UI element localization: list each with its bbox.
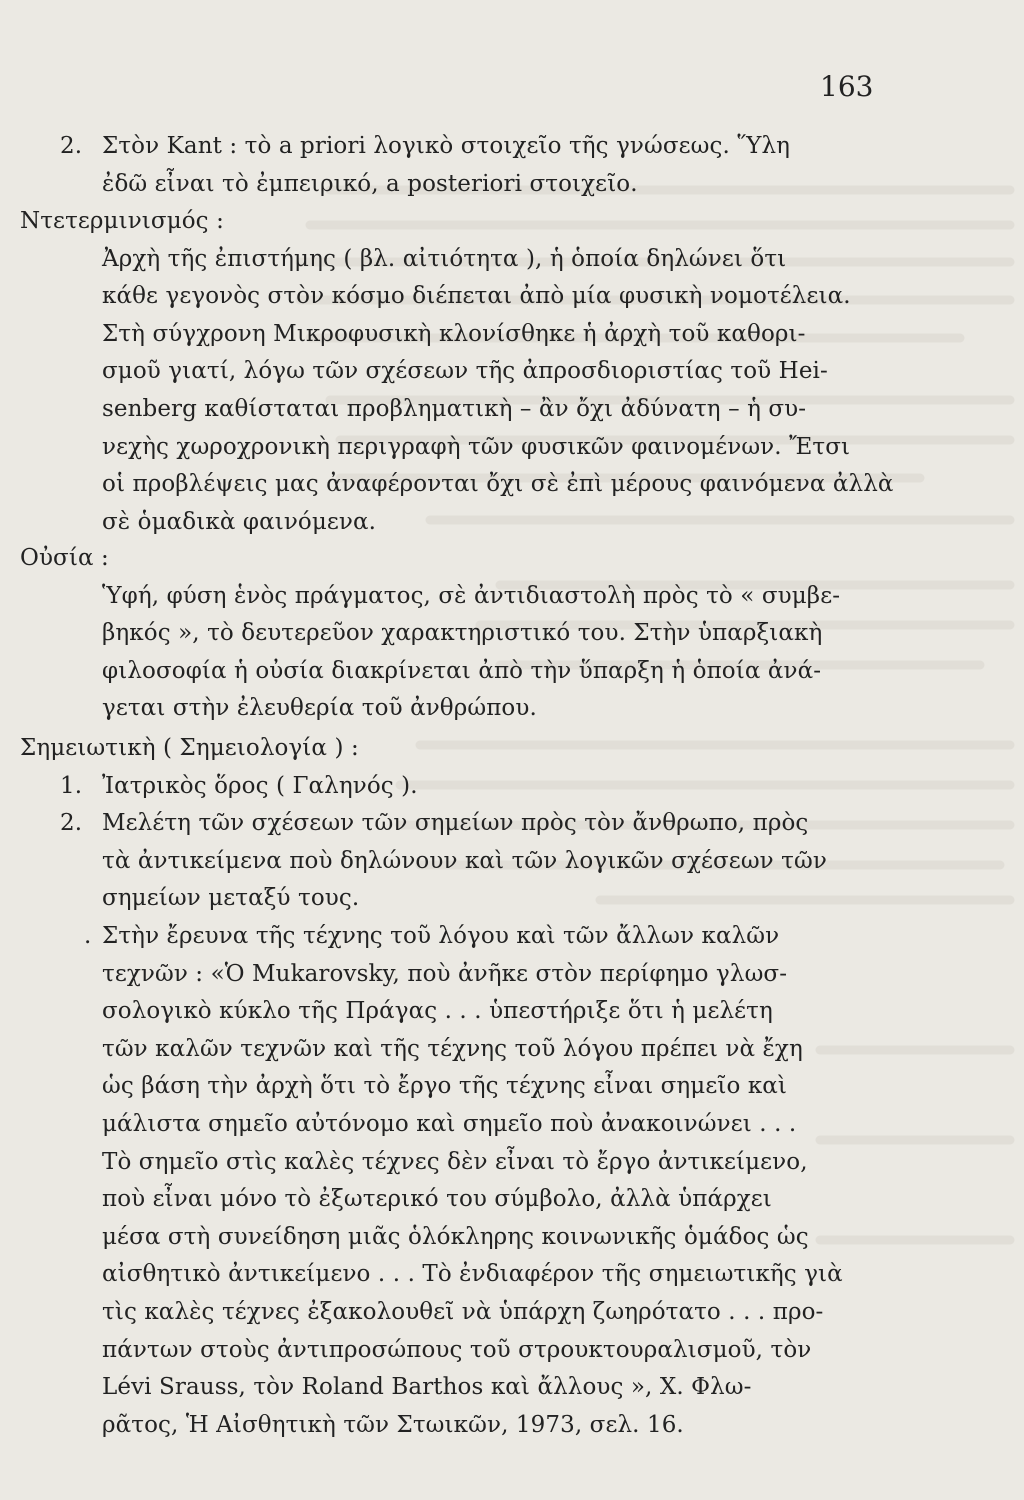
text-line: σημείων μεταξύ τους. — [102, 885, 360, 912]
text-line: Στὸν Kant : τὸ a priori λογικὸ στοιχεῖο τῆς γνώσεως. Ὕλη — [102, 133, 790, 159]
text-line: φιλοσοφία ἡ οὐσία διακρίνεται ἀπὸ τὴν ὕπαρξη ἡ ὁποία ἀνά- — [102, 657, 822, 684]
text-line: Στὴν ἔρευνα τῆς τέχνης τοῦ λόγου καὶ τῶν ἄλλων καλῶν — [102, 922, 780, 949]
semiotics-item-1 — [60, 768, 1000, 806]
ousia-entry — [20, 540, 1000, 728]
text-line: Τὸ σημεῖο στὶς καλὲς τέχνες δὲν εἶναι τὸ ἔργο ἀντικείμενο, — [102, 1148, 808, 1175]
item-number: 2. — [60, 133, 83, 159]
text-line: Lévi Srauss, τὸν Roland Barthos καὶ ἄλλους », Χ. Φλω- — [102, 1374, 752, 1401]
text-line: κάθε γεγονὸς στὸν κόσμο διέπεται ἀπὸ μία φυσικὴ νομοτέλεια. — [102, 283, 851, 310]
text-line: αἰσθητικὸ ἀντικείμενο . . . Τὸ ἐνδιαφέρον τῆς σημειωτικῆς γιὰ — [102, 1261, 843, 1288]
kant-item — [60, 128, 1000, 203]
determinism-entry — [20, 203, 1000, 541]
text-line: Μελέτη τῶν σχέσεων τῶν σημείων πρὸς τὸν ἄνθρωπο, πρὸς — [102, 810, 809, 837]
determinism-definition — [102, 241, 1000, 542]
text-line: πάντων στοὺς ἀντιπροσώπους τοῦ στρουκτουραλισμοῦ, τὸν — [102, 1336, 812, 1363]
text-line: μέσα στὴ συνείδηση μιᾶς ὁλόκληρης κοινωνικῆς ὁμάδος ὡς — [102, 1223, 809, 1250]
text-line: Στὴ σύγχρονη Μικροφυσικὴ κλονίσθηκε ἡ ἀρχὴ τοῦ καθορι- — [102, 320, 806, 347]
item-number: . — [84, 922, 92, 949]
text-line: ρᾶτος, Ἡ Αἰσθητικὴ τῶν Στωικῶν, 1973, σελ. 16. — [102, 1411, 684, 1438]
item-number: 2. — [60, 810, 83, 837]
text-line: τῶν καλῶν τεχνῶν καὶ τῆς τέχνης τοῦ λόγου πρέπει νὰ ἔχη — [102, 1035, 803, 1062]
text-line: σολογικὸ κύκλο τῆς Πράγας . . . ὑπεστήριξε ὅτι ἡ μελέτη — [102, 998, 773, 1025]
text-line: ποὺ εἶναι μόνο τὸ ἐξωτερικό του σύμβολο, ἀλλὰ ὑπάρχει — [102, 1186, 772, 1213]
text-line: ἐδῶ εἶναι τὸ ἐμπειρικό, a posteriori στοιχεῖο. — [102, 170, 638, 197]
text-line: βηκός », τὸ δευτερεῦον χαρακτηριστικό του. Στὴν ὑπαρξιακὴ — [102, 620, 823, 647]
text-line: τὶς καλὲς τέχνες ἐξακολουθεῖ νὰ ὑπάρχη ζωηρότατο . . . προ- — [102, 1298, 824, 1325]
text-line: οἱ προβλέψεις μας ἀναφέρονται ὄχι σὲ ἐπὶ μέρους φαινόμενα ἀλλὰ — [102, 471, 894, 498]
kant-entry — [20, 128, 1000, 203]
semiotics-term: Σημειωτικὴ ( Σημειολογία ) : — [20, 735, 359, 761]
text-line: γεται στὴν ἐλευθερία τοῦ ἀνθρώπου. — [102, 695, 537, 722]
text-line: τὰ ἀντικείμενα ποὺ δηλώνουν καὶ τῶν λογικῶν σχέσεων τῶν — [102, 847, 827, 874]
text-line: senberg καθίσταται προβληματικὴ – ἂν ὄχι ἀδύνατη – ἡ συ- — [102, 395, 807, 422]
text-line: Ἰατρικὸς ὅρος ( Γαληνός ). — [102, 772, 418, 799]
determinism-term: Ντετερμινισμός : — [20, 208, 224, 234]
ousia-term: Οὐσία : — [20, 545, 109, 571]
semiotics-item-2 — [60, 805, 1000, 918]
text-line: τεχνῶν : «Ὁ Mukarovsky, ποὺ ἀνῆκε στὸν περίφημο γλωσ- — [102, 960, 788, 987]
text-line: σμοῦ γιατί, λόγω τῶν σχέσεων τῆς ἀπροσδιοριστίας τοῦ Hei- — [102, 358, 828, 385]
text-line: σὲ ὁμαδικὰ φαινόμενα. — [102, 508, 377, 535]
ousia-definition — [102, 578, 1000, 728]
semiotics-entry — [20, 730, 1000, 1444]
text-line: Ἀρχὴ τῆς ἐπιστήμης ( βλ. αἰτιότητα ), ἡ ὁποία δηλώνει ὅτι — [102, 245, 787, 272]
semiotics-item-3 — [84, 918, 1000, 1444]
item-number: 1. — [60, 772, 83, 799]
page-number: 163 — [820, 70, 874, 103]
text-line: Ὑφή, φύση ἑνὸς πράγματος, σὲ ἀντιδιαστολὴ πρὸς τὸ « συμβε- — [102, 582, 841, 609]
text-line: μάλιστα σημεῖο αὐτόνομο καὶ σημεῖο ποὺ ἀνακοινώνει . . . — [102, 1110, 797, 1137]
text-line: νεχὴς χωροχρονικὴ περιγραφὴ τῶν φυσικῶν φαινομένων. Ἔτσι — [102, 433, 851, 460]
text-line: ὡς βάση τὴν ἀρχὴ ὅτι τὸ ἔργο τῆς τέχνης εἶναι σημεῖο καὶ — [102, 1073, 788, 1100]
